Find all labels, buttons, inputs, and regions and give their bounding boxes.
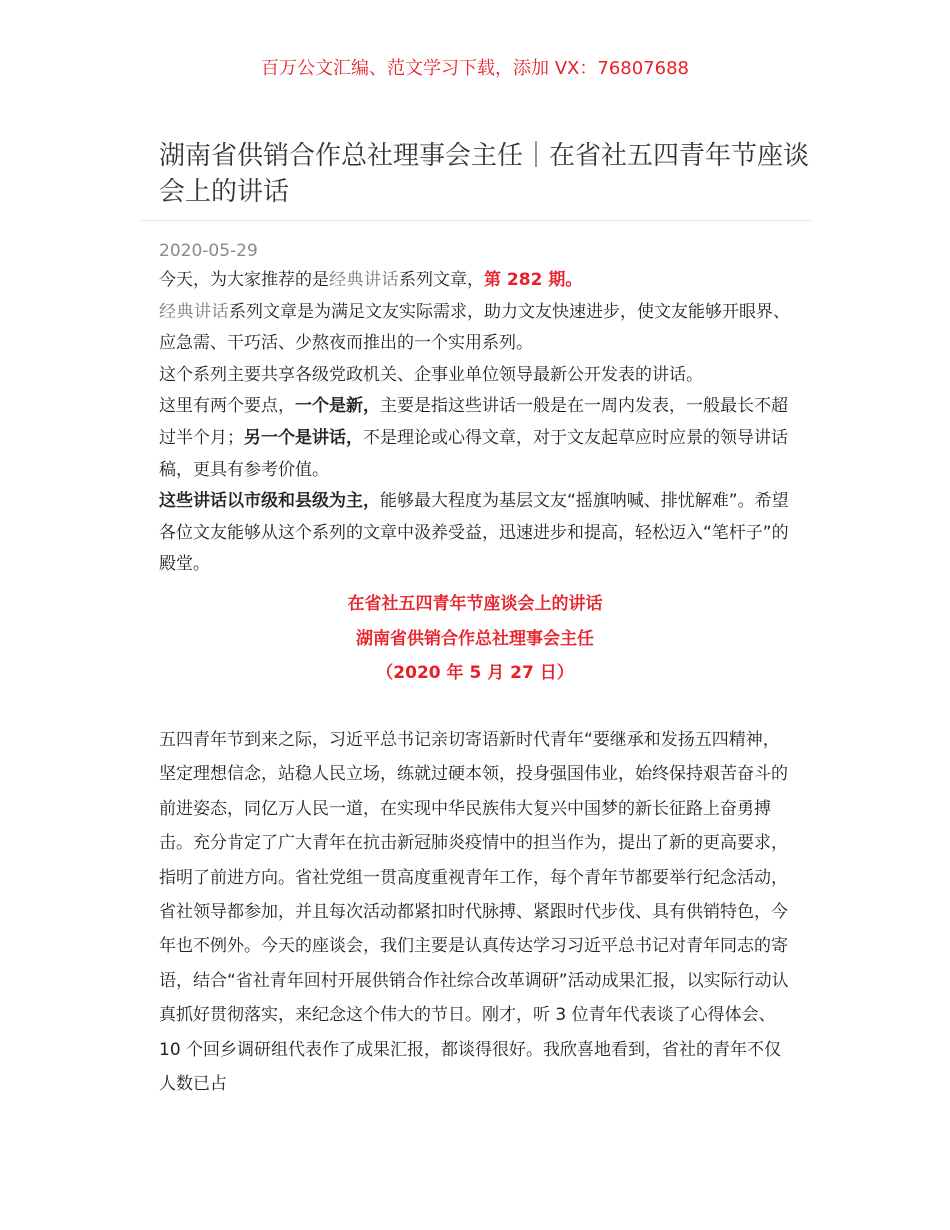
- intro-paragraph-5: [159, 486, 799, 581]
- speech-header: [0, 587, 950, 691]
- speech-heading: 在省社五四青年节座谈会上的讲话: [347, 594, 603, 614]
- intro-paragraph-2: [159, 297, 799, 360]
- intro-section: [159, 265, 799, 581]
- intro-p4-point-new: 一个是新，: [295, 396, 380, 417]
- intro-paragraph-1: [159, 265, 799, 297]
- header-banner: 百万公文汇编、范文学习下载，添加 VX：76807688: [261, 58, 689, 79]
- intro-p4-a: 这里有两个要点，: [159, 396, 295, 417]
- intro-p5-bold: 这些讲话以市级和县级为主，: [159, 491, 380, 512]
- issue-number: 第 282 期。: [484, 270, 583, 290]
- intro-paragraph-4: [159, 391, 799, 486]
- publish-date: 2020-05-29: [159, 241, 258, 261]
- intro-p5-text: 能够最大程度为基层文友“摇旗呐喊、排忧解难”。希望各位文友能够从这个系列的文章中汲养受益，迅速进步和提高，轻松迈入“笔杆子”的殿堂。: [159, 491, 789, 575]
- speech-paragraph-1: 五四青年节到来之际，习近平总书记亲切寄语新时代青年“要继承和发扬五四精神，坚定理想信念，站稳人民立场，练就过硬本领，投身强国伟业，始终保持艰苦奋斗的前进姿态，同亿万人民一道，在实现中华民族伟大复兴中国梦的新长征路上奋勇搏击。充分肯定了广大青年在抗击新冠肺炎疫情中的担当作为，提出了新的更高要求，指明了前进方向。省社党组一贯高度重视青年工作，每个青年节都要举行纪念活动，省社领导都参加，并且每次活动都紧扣时代脉搏、紧跟时代步伐、具有供销特色，今年也不例外。今天的座谈会，我们主要是认真传达学习习近平总书记对青年同志的寄语，结合“省社青年回村开展供销合作社综合改革调研”活动成果汇报，以实际行动认真抓好贯彻落实，来纪念这个伟大的节日。刚才，听 3 位青年代表谈了心得体会、10 个回乡调研组代表作了成果汇报，都谈得很好。我欣喜地看到，省社的青年不仅人数已占: [159, 730, 789, 1095]
- title-divider: [141, 220, 811, 221]
- intro-p1-mid: 系列文章，: [399, 270, 484, 290]
- speech-speaker: 湖南省供销合作总社理事会主任: [356, 628, 594, 649]
- intro-p2-text: 系列文章是为满足文友实际需求，助力文友快速进步，使文友能够开眼界、应急需、干巧活、少熬夜而推出的一个实用系列。: [159, 301, 790, 354]
- intro-p4-c: 主要是指这些讲话一般是在一周内发表，一般最长不超过半个月；: [159, 396, 788, 448]
- intro-p4-point-speech: 另一个是讲话，: [244, 427, 363, 448]
- intro-p1-prefix: 今天，为大家推荐的是: [159, 270, 329, 290]
- intro-p4-e: 不是理论或心得文章，对于文友起草应时应景的领导讲话稿，更具有参考价值。: [159, 427, 788, 480]
- series-name: 经典讲话: [159, 301, 229, 322]
- article-title: 湖南省供销合作总社理事会主任｜在省社五四青年节座谈会上的讲话: [159, 141, 810, 207]
- series-name: 经典讲话: [329, 270, 399, 290]
- speech-body: [159, 723, 795, 1101]
- intro-paragraph-3: 这个系列主要共享各级党政机关、企事业单位领导最新公开发表的讲话。: [159, 364, 703, 385]
- speech-date: （2020 年 5 月 27 日）: [376, 663, 574, 683]
